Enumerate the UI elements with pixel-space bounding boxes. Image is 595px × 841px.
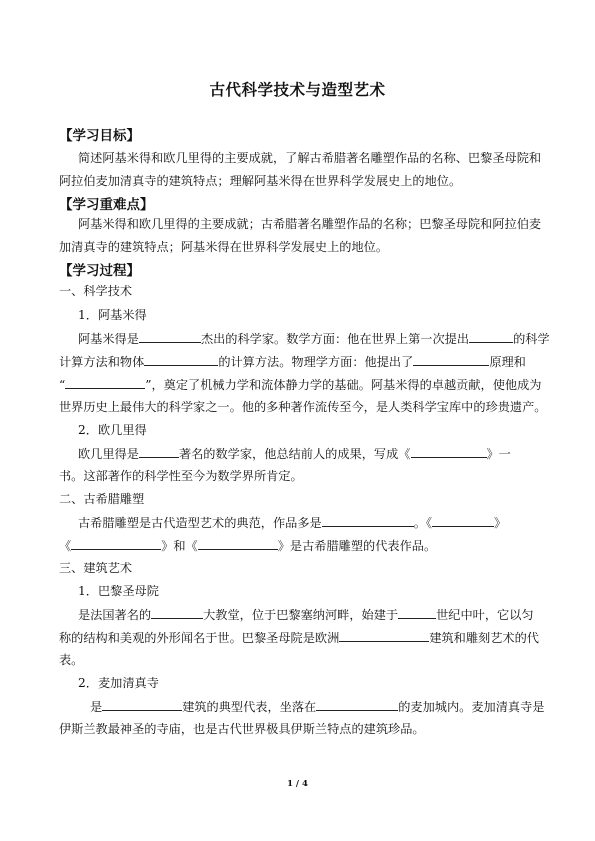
mecca-text-1a: 是 bbox=[90, 700, 103, 714]
subsection-euclid: 2．欧几里得 bbox=[78, 423, 147, 437]
subsection-notre-dame: 1．巴黎圣母院 bbox=[78, 584, 159, 598]
heading-process: 【学习过程】 bbox=[59, 263, 140, 279]
notre-dame-line-1 bbox=[78, 606, 534, 623]
sculpture-text-2b: 》和《 bbox=[161, 539, 198, 553]
notre-dame-text-1b: 大教堂，位于巴黎塞纳河畔，始建于 bbox=[203, 608, 399, 622]
archimedes-text-1a: 阿基米得是 bbox=[78, 332, 139, 346]
archimedes-line-2 bbox=[59, 353, 526, 370]
page-title: 古代科学技术与造型艺术 bbox=[209, 81, 386, 99]
archimedes-text-1b: 杰出的科学家。数学方面：他在世界上第一次提出 bbox=[200, 332, 470, 346]
subsection-mecca: 2．麦加清真寺 bbox=[78, 676, 159, 690]
section-science: 一、科学技术 bbox=[59, 284, 133, 298]
archimedes-text-2a: 计算方法和物体 bbox=[59, 355, 145, 369]
key-points-line-1: 阿基米得和欧几里得的主要成就；古希腊著名雕塑作品的名称；巴黎圣母院和阿拉伯麦 bbox=[78, 217, 542, 231]
page-number: 1 / 4 bbox=[287, 779, 308, 789]
sculpture-text-1a: 古希腊雕塑是古代造型艺术的典范，作品多是 bbox=[78, 516, 322, 530]
fill-blank[interactable] bbox=[65, 376, 145, 389]
archimedes-text-2c: 原理和 bbox=[489, 355, 526, 369]
sculpture-text-1b: 。《 bbox=[413, 516, 433, 530]
fill-blank[interactable] bbox=[139, 445, 179, 458]
mecca-line-1 bbox=[90, 698, 545, 715]
mecca-text-1b: 建筑的典型代表，坐落在 bbox=[182, 700, 317, 714]
fill-blank[interactable] bbox=[339, 629, 429, 642]
mecca-text-1c: 的麦加城内。麦加清真寺是 bbox=[398, 700, 545, 714]
key-points-line-2: 加清真寺的建筑特点；阿基米得在世界科学发展史上的地位。 bbox=[59, 240, 389, 254]
fill-blank[interactable] bbox=[102, 698, 182, 711]
euclid-line-1 bbox=[78, 445, 511, 462]
sculpture-line-2 bbox=[59, 537, 436, 554]
heading-goals: 【学习目标】 bbox=[59, 128, 140, 144]
subsection-archimedes: 1．阿基米得 bbox=[78, 308, 147, 322]
notre-dame-text-1a: 是法国著名的 bbox=[78, 608, 152, 622]
fill-blank[interactable] bbox=[139, 330, 201, 343]
archimedes-text-1c: 的科学 bbox=[513, 332, 550, 346]
mecca-line-2: 伊斯兰教最神圣的寺庙，也是古代世界极具伊斯兰特点的建筑珍品。 bbox=[59, 722, 425, 736]
fill-blank[interactable] bbox=[411, 445, 487, 458]
archimedes-line-3 bbox=[59, 376, 541, 393]
archimedes-text-3a: “ bbox=[59, 378, 66, 392]
goals-line-2: 阿拉伯麦加清真寺的建筑特点；理解阿基米得在世界科学发展史上的地位。 bbox=[59, 174, 462, 188]
fill-blank[interactable] bbox=[151, 606, 203, 619]
fill-blank[interactable] bbox=[71, 537, 161, 550]
fill-blank[interactable] bbox=[198, 537, 278, 550]
section-architecture: 三、建筑艺术 bbox=[59, 561, 133, 575]
sculpture-line-1 bbox=[78, 514, 506, 531]
fill-blank[interactable] bbox=[316, 698, 398, 711]
notre-dame-text-2a: 称的结构和美观的外形闻名于世。巴黎圣母院是欧洲 bbox=[59, 631, 340, 645]
sculpture-text-2c: 》是古希腊雕塑的代表作品。 bbox=[277, 539, 437, 553]
archimedes-line-1 bbox=[78, 330, 550, 347]
section-sculpture: 二、古希腊雕塑 bbox=[59, 492, 145, 506]
archimedes-line-4: 世界历史上最伟大的科学家之一。他的多种著作流传至今，是人类科学宝库中的珍贵遗产。 bbox=[59, 400, 547, 414]
archimedes-text-3b: ”，奠定了机械力学和流体静力学的基础。阿基米得的卓越贡献，使他成为 bbox=[145, 378, 542, 392]
notre-dame-line-3: 表。 bbox=[59, 653, 84, 667]
notre-dame-text-1c: 世纪中叶，它以匀 bbox=[436, 608, 534, 622]
fill-blank[interactable] bbox=[322, 514, 414, 527]
euclid-text-1c: 》一 bbox=[486, 447, 511, 461]
goals-line-1: 简述阿基米得和欧几里得的主要成就，了解古希腊著名雕塑作品的名称、巴黎圣母院和 bbox=[78, 151, 542, 165]
fill-blank[interactable] bbox=[398, 606, 436, 619]
fill-blank[interactable] bbox=[469, 330, 513, 343]
archimedes-text-2b: 的计算方法。物理学方面：他提出了 bbox=[218, 355, 414, 369]
heading-key-points: 【学习重难点】 bbox=[59, 197, 154, 213]
notre-dame-line-2 bbox=[59, 629, 539, 646]
euclid-text-1a: 欧几里得是 bbox=[78, 447, 139, 461]
fill-blank[interactable] bbox=[144, 353, 218, 366]
sculpture-text-2a: 《 bbox=[59, 539, 72, 553]
notre-dame-text-2b: 建筑和雕刻艺术的代 bbox=[429, 631, 539, 645]
sculpture-text-1c: 》 bbox=[494, 516, 507, 530]
euclid-line-2: 书。这部著作的科学性至今为数学界所肯定。 bbox=[59, 469, 303, 483]
fill-blank[interactable] bbox=[413, 353, 489, 366]
fill-blank[interactable] bbox=[432, 514, 494, 527]
euclid-text-1b: 著名的数学家，他总结前人的成果，写成《 bbox=[178, 447, 411, 461]
